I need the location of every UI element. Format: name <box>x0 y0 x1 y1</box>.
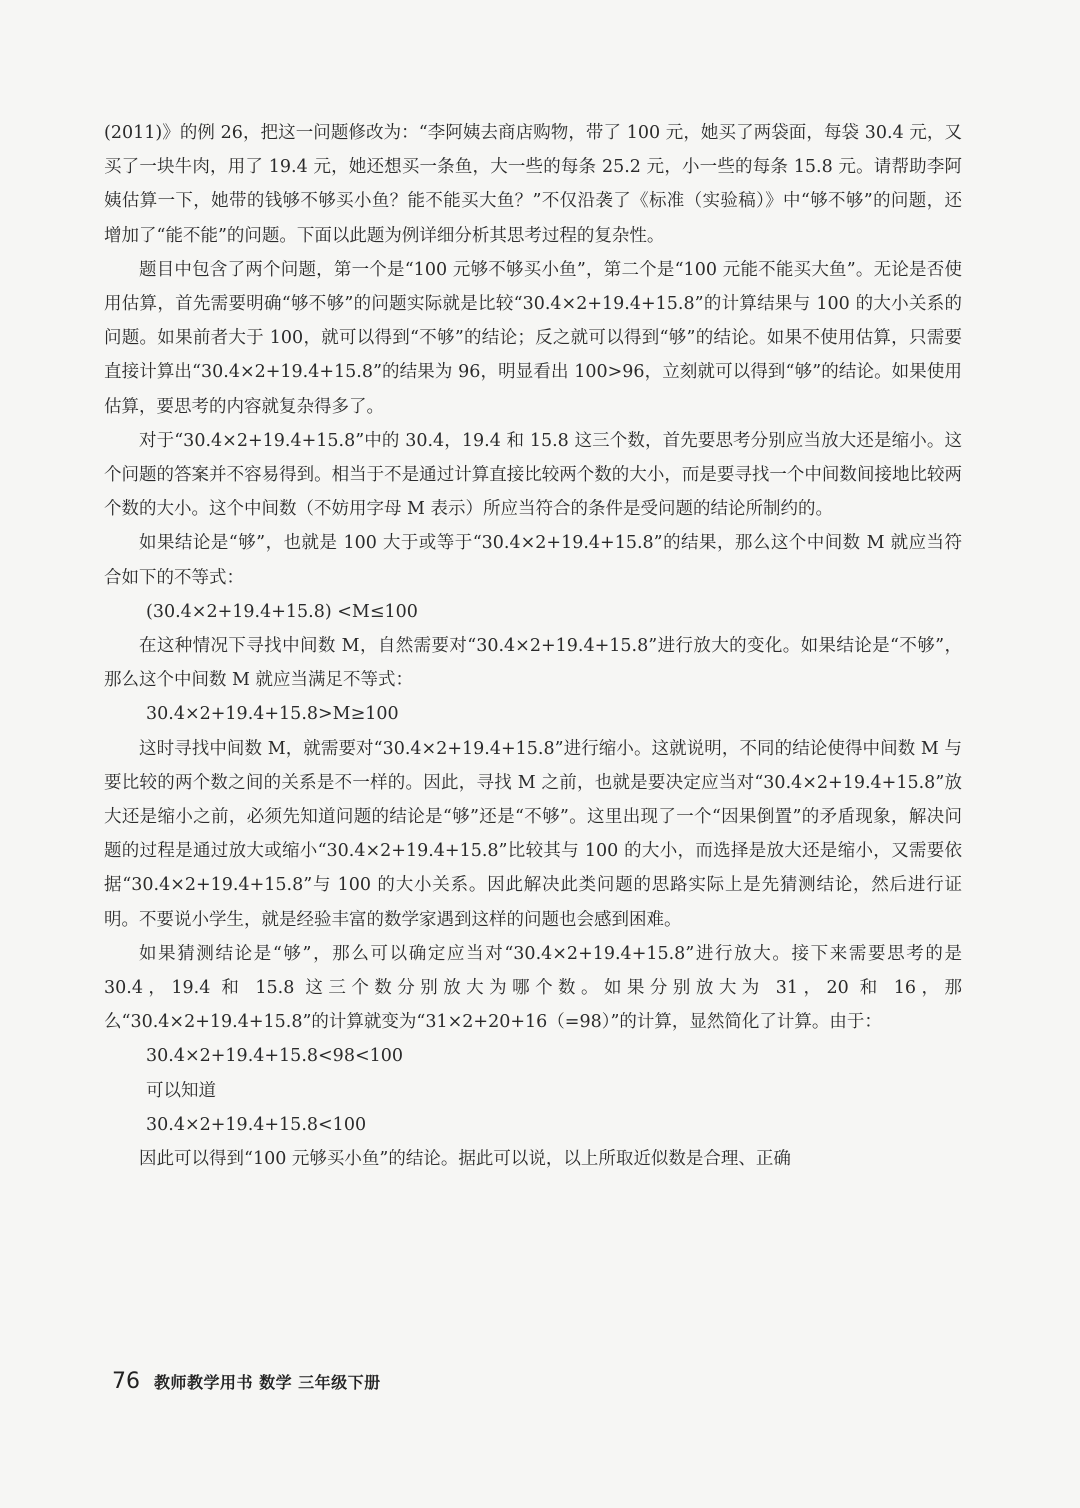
inequality-4: 30.4×2+19.4+15.8<100 <box>146 1114 367 1135</box>
inequality-1: (30.4×2+19.4+15.8) <M≤100 <box>146 601 418 622</box>
page-footer <box>112 1369 381 1394</box>
paragraph-3: 对于“30.4×2+19.4+15.8”中的 30.4，19.4 和 15.8 这三个数，首先要思考分别应当放大还是缩小。这个问题的答案并不容易得到。相当于不是通过计算直接比较两个数的大小，而是要寻找一个中间数间接地比较两个数的大小。这个中间数（不妨用字母 M 表示）所应当符合的条件是受问题的结论所制约的。 <box>104 430 962 520</box>
paragraph-2: 题目中包含了两个问题，第一个是“100 元够不够买小鱼”，第二个是“100 元能不能买大鱼”。无论是否使用估算，首先需要明确“够不够”的问题实际就是比较“30.4×2+19.4+15.8”的计算结果与 100 的大小关系的问题。如果前者大于 100，就可以得到“不够”的结论；反之就可以得到“够”的结论。如果不使用估算，只需要直接计算出“30.4×2+19.4+15.8”的结果为 96，明显看出 100>96，立刻就可以得到“够”的结论。如果使用估算，要思考的内容就复杂得多了。 <box>104 259 962 417</box>
body-text <box>104 116 962 1176</box>
page-number: 76 <box>112 1369 140 1394</box>
paragraph-4: 如果结论是“够”，也就是 100 大于或等于“30.4×2+19.4+15.8”的结果，那么这个中间数 M 就应当符合如下的不等式： <box>104 533 962 588</box>
inequality-3: 30.4×2+19.4+15.8<98<100 <box>146 1046 404 1067</box>
inequality-2: 30.4×2+19.4+15.8>M≥100 <box>146 704 399 725</box>
book-title: 教师教学用书 数学 三年级下册 <box>154 1373 381 1392</box>
paragraph-5: 在这种情况下寻找中间数 M，自然需要对“30.4×2+19.4+15.8”进行放大的变化。如果结论是“不够”，那么这个中间数 M 就应当满足不等式： <box>104 636 962 691</box>
paragraph-7: 如果猜测结论是“够”，那么可以确定应当对“30.4×2+19.4+15.8”进行放大。接下来需要思考的是 30.4，19.4 和 15.8 这三个数分别放大为哪个数。如果分别放大为 31，20 和 16，那么“30.4×2+19.4+15.8”的计算就变为“31×2+20+16（=98）”的计算，显然简化了计算。由于： <box>104 943 962 1033</box>
paragraph-1: (2011)》的例 26，把这一问题修改为：“李阿姨去商店购物，带了 100 元，她买了两袋面，每袋 30.4 元，又买了一块牛肉，用了 19.4 元，她还想买一条鱼，大一些的每条 25.2 元，小一些的每条 15.8 元。请帮助李阿姨估算一下，她带的钱够不够买小鱼？能不能买大鱼？”不仅沿袭了《标准（实验稿）》中“够不够”的问题，还增加了“能不能”的问题。下面以此题为例详细分析其思考过程的复杂性。 <box>104 123 962 246</box>
paragraph-8: 因此可以得到“100 元够买小鱼”的结论。据此可以说，以上所取近似数是合理、正确 <box>139 1149 791 1170</box>
connector-text: 可以知道 <box>146 1080 216 1101</box>
paragraph-6: 这时寻找中间数 M，就需要对“30.4×2+19.4+15.8”进行缩小。这就说明，不同的结论使得中间数 M 与要比较的两个数之间的关系是不一样的。因此，寻找 M 之前，也就是要决定应当对“30.4×2+19.4+15.8”放大还是缩小之前，必须先知道问题的结论是“够”还是“不够”。这里出现了一个“因果倒置”的矛盾现象，解决问题的过程是通过放大或缩小“30.4×2+19.4+15.8”比较其与 100 的大小，而选择是放大还是缩小，又需要依据“30.4×2+19.4+15.8”与 100 的大小关系。因此解决此类问题的思路实际上是先猜测结论，然后进行证明。不要说小学生，就是经验丰富的数学家遇到这样的问题也会感到困难。 <box>104 738 962 930</box>
